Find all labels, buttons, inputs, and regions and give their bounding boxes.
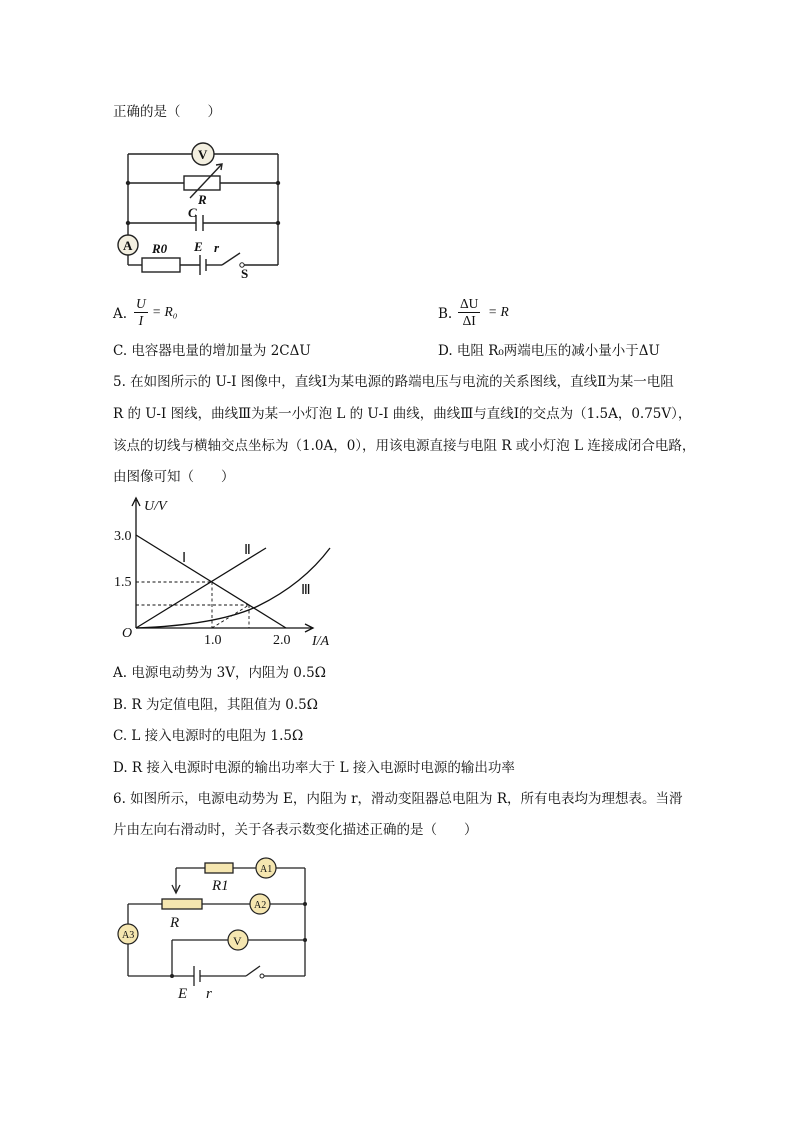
svg-text:1.5: 1.5: [114, 575, 132, 590]
q5-line-4: 由图像可知（ ）: [113, 469, 235, 485]
svg-text:2.0: 2.0: [273, 633, 291, 648]
line-ii: [136, 548, 266, 628]
q4-option-b-label: B.: [438, 306, 453, 322]
svg-text:r: r: [214, 240, 220, 255]
svg-text:Ⅱ: Ⅱ: [244, 543, 251, 558]
q4-option-a-label: A.: [113, 306, 128, 322]
q4-option-b-denominator: ΔI: [462, 313, 476, 328]
svg-text:V: V: [198, 147, 208, 162]
svg-text:S: S: [241, 266, 249, 278]
svg-text:A3: A3: [122, 930, 135, 941]
q5-line-1: 5. 在如图所示的 U-I 图像中，直线Ⅰ为某电源的路端电压与电流的关系图线，直线Ⅱ为某一电阻: [113, 374, 674, 390]
svg-text:E: E: [178, 986, 188, 1002]
q4-option-b-numerator: ΔU: [460, 296, 479, 311]
q4-option-b-fraction: [458, 296, 480, 329]
svg-text:r: r: [206, 986, 212, 1002]
svg-text:R0: R0: [152, 241, 168, 256]
svg-text:Ⅲ: Ⅲ: [301, 583, 311, 598]
q5-line-2: R 的 U-I 图线，曲线Ⅲ为某一小灯泡 L 的 U-I 曲线，曲线Ⅲ与直线Ⅰ的交点为（1.5A，0.75V），: [113, 406, 692, 422]
svg-text:V: V: [233, 934, 242, 948]
svg-text:U/V: U/V: [144, 499, 167, 514]
q4-option-a-numerator: U: [136, 296, 146, 311]
svg-text:C: C: [188, 205, 197, 220]
q6-line-1: 6. 如图所示，电源电动势为 E，内阻为 r，滑动变阻器总电阻为 R，所有电表均为理想表。当滑: [113, 791, 683, 807]
q5-line-3: 该点的切线与横轴交点坐标为（1.0A，0），用该电源直接与电阻 R 或小灯泡 L 连接成闭合电路，: [113, 438, 696, 454]
q6-line-2: 片由左向右滑动时，关于各表示数变化描述正确的是（ ）: [113, 822, 478, 838]
q4-option-a-denominator: I: [138, 313, 144, 328]
svg-text:1.0: 1.0: [204, 633, 222, 648]
q4-option-a-fraction: [134, 296, 148, 329]
svg-text:3.0: 3.0: [114, 529, 132, 544]
q4-stem-tail: 正确的是（ ）: [113, 104, 221, 120]
q5-ui-graph: [108, 490, 348, 655]
svg-text:R1: R1: [212, 878, 229, 894]
svg-text:O: O: [122, 626, 133, 641]
svg-text:E: E: [194, 239, 203, 254]
q5-option-d: D. R 接入电源时电源的输出功率大于 L 接入电源时电源的输出功率: [113, 760, 515, 776]
q5-option-b: B. R 为定值电阻，其阻值为 0.5Ω: [113, 697, 318, 713]
q4-option-a-rhs: = R₀: [152, 304, 178, 319]
svg-text:R: R: [198, 192, 207, 207]
svg-text:I/A: I/A: [312, 634, 330, 649]
svg-text:R: R: [170, 915, 180, 931]
svg-text:A: A: [123, 238, 133, 253]
svg-text:A2: A2: [254, 900, 267, 911]
q4-circuit-diagram: [110, 138, 290, 278]
svg-text:Ⅰ: Ⅰ: [182, 551, 187, 566]
q4-option-c: C. 电容器电量的增加量为 2CΔU: [113, 343, 311, 359]
svg-text:A1: A1: [260, 864, 273, 875]
q4-option-d: D. 电阻 R₀两端电压的减小量小于ΔU: [438, 343, 660, 359]
q5-option-c: C. L 接入电源时的电阻为 1.5Ω: [113, 728, 304, 744]
q6-circuit-diagram: [110, 852, 320, 1002]
q4-option-b-rhs: = R: [488, 304, 509, 319]
q5-option-a: A. 电源电动势为 3V，内阻为 0.5Ω: [113, 665, 326, 681]
